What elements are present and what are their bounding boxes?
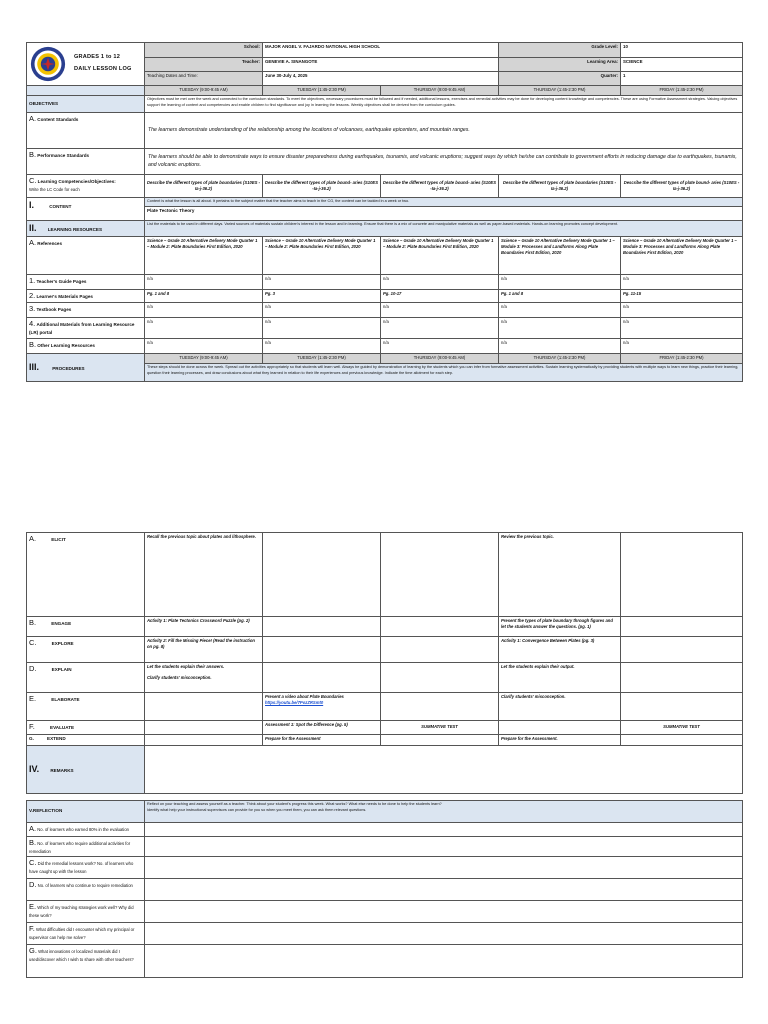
resource-row-text: Additional Materials from Learning Resource (LR) portal: [29, 322, 135, 336]
video-link[interactable]: https://youtu.be/7PozZRSmt0: [265, 700, 324, 706]
reflection-item-label: [27, 856, 145, 878]
step-cell: SUMMATIVE TEST: [381, 721, 499, 735]
step-label: EXPLORE: [51, 641, 74, 646]
school-label: School:: [145, 43, 263, 58]
reflection-item-text: Did the remedial lessons work? No. of learners who have caught up with the lesson: [29, 860, 134, 874]
step-cell: Recall the previous topic about plates and lithosphere.: [145, 533, 263, 617]
resource-cell: n/a: [263, 339, 381, 354]
resource-cell: Pg. 3: [263, 289, 381, 303]
reflection-answer: [145, 856, 743, 878]
step-label: EXPLAIN: [51, 667, 72, 672]
day-header: TUESDAY (1:45-2:30 PM): [263, 86, 381, 96]
reflection-note: [145, 801, 743, 823]
section-roman: IV.: [29, 763, 40, 774]
reference-cell: Science – Grade 10 Alternative Delivery Mode Quarter 1 – Module 2: Plate Boundaries First Edition, 2020: [263, 236, 381, 274]
reflection-item-label: [27, 878, 145, 900]
competency-cell: Describe the different types of plate bound- aries (S10ES -Ia-j-36.2): [263, 175, 381, 198]
section-letter: A.: [29, 534, 37, 543]
teacher-label: Teacher:: [145, 58, 263, 72]
reflection-item-label: [27, 900, 145, 922]
section-letter: E.: [29, 901, 37, 911]
step-label: ELICIT: [51, 537, 66, 542]
resources-label-cell: [27, 220, 145, 236]
competency-cell: Describe the different types of plate boundaries (S10ES -Ia-j-36.2): [499, 175, 621, 198]
reflection-item-label: [27, 922, 145, 944]
step-label-cell: [27, 721, 145, 735]
procedure-steps-table: [26, 532, 743, 794]
step-label-cell: [27, 734, 145, 745]
step-label: ENGAGE: [51, 621, 72, 626]
remarks-value: [145, 745, 743, 793]
step-cell: Clarify students' misconception.: [499, 693, 621, 721]
competency-cell: Describe the different types of plate bound- aries (S10ES -Ia-j-36.2): [381, 175, 499, 198]
step-cell: [263, 637, 381, 663]
step-cell: [621, 533, 743, 617]
step-cell: [621, 734, 743, 745]
step-cell: [381, 617, 499, 637]
step-cell-line: Present a video about Plate Boundaries: [265, 694, 344, 699]
resource-row-text: Teacher's Guide Pages: [36, 278, 87, 284]
resource-cell: n/a: [263, 274, 381, 289]
procedures-label-cell: [27, 354, 145, 382]
resource-cell: Pg. 1 and 8: [499, 289, 621, 303]
content-note: Content is what the lesson is all about. It pertains to the subject matter that the teacher aims to teach in the CG, the content can be tackled in a week or two.: [145, 198, 743, 207]
day-header: THURSDAY (9:00-9:45 AM): [381, 86, 499, 96]
section-letter: 3.: [29, 304, 36, 314]
step-cell: [145, 721, 263, 735]
resource-row-label: [27, 339, 145, 354]
remarks-label: REMARKS: [50, 767, 74, 773]
section-letter: E.: [29, 694, 37, 703]
references-label: References: [37, 240, 63, 246]
content-label-cell: [27, 198, 145, 221]
remarks-label-cell: [27, 745, 145, 793]
resource-cell: n/a: [499, 339, 621, 354]
reflection-answer: [145, 836, 743, 856]
step-cell: [621, 637, 743, 663]
section-letter: 2.: [29, 290, 36, 300]
day-header: FRIDAY (1:45-2:30 PM): [621, 354, 743, 364]
step-cell: Prepare for the Assessment: [263, 734, 381, 745]
resource-row-label: [27, 303, 145, 318]
section-roman: I.: [29, 200, 35, 211]
step-cell: [381, 693, 499, 721]
step-label-cell: [27, 617, 145, 637]
reflection-answer: [145, 900, 743, 922]
teaching-dates-label: Teaching Dates and Time:: [145, 72, 263, 86]
reference-cell: Science – Grade 10 Alternative Delivery Mode Quarter 1 – Module 3: Processes and Landforms Along Plate Boundaries First Edition, 2020: [499, 236, 621, 274]
day-header: THURSDAY (9:00-9:45 AM): [381, 354, 499, 364]
step-cell: Activity 1: Plate Tectonics Crossword Puzzle (pg. 2): [145, 617, 263, 637]
objectives-note: Objectives must be met over the week and connected to the curriculum standards. To meet the objectives, necessary procedures must be followed and if needed, additional lessons, exercises and remedial activities may be done for developing content knowledge and competencies. These are using Formative Assessment strategies. Valuing objectives support the learning of content and competencies and enable children to find significance and joy in learning the lessons. Weekly objectives shall be derived from the curriculum guides.: [145, 96, 743, 113]
section-letter: B.: [29, 340, 37, 350]
reflection-item-text: Which of my teaching strategies work well? Why did these work?: [29, 904, 134, 918]
grade-level-value: 10: [621, 43, 743, 58]
section-letter: C.: [29, 857, 37, 867]
content-label: CONTENT: [49, 204, 72, 210]
step-cell: [263, 663, 381, 693]
performance-standards-label: Performance Standards: [37, 153, 90, 158]
step-cell: [263, 617, 381, 637]
objectives-label: OBJECTIVES: [27, 96, 145, 113]
references-label-cell: [27, 236, 145, 274]
resource-cell: n/a: [381, 303, 499, 318]
grade-level-label: Grade Level:: [499, 43, 621, 58]
school-value: MAJOR ANGEL V. FAJARDO NATIONAL HIGH SCHOOL: [263, 43, 499, 58]
performance-standards-text: The learners should be able to demonstrate ways to ensure disaster preparedness during earthquakes, tsunamis, and volcanic eruptions; suggest ways by which he/she can contribute to government efforts in reducing damage due to earthquakes, tsunamis, and volcanic eruptions.: [145, 149, 743, 175]
resource-cell: n/a: [145, 339, 263, 354]
step-cell: [381, 734, 499, 745]
competency-cell: Describe the different types of plate bound- aries (S10ES -Ia-j-36.2): [621, 175, 743, 198]
section-letter: A.: [29, 824, 37, 833]
step-cell: [499, 721, 621, 735]
step-cell: [621, 663, 743, 693]
section-letter: G.: [29, 945, 37, 955]
reflection-answer: [145, 878, 743, 900]
section-roman: III.: [29, 361, 40, 372]
day-header: TUESDAY (9:00-9:45 AM): [145, 86, 263, 96]
reflection-table: [26, 800, 743, 978]
step-cell: [145, 693, 263, 721]
resource-cell: n/a: [145, 318, 263, 339]
resource-cell: n/a: [381, 339, 499, 354]
reflection-answer: [145, 922, 743, 944]
section-roman: V.: [29, 808, 33, 814]
step-cell: Prepare for the Assessment.: [499, 734, 621, 745]
step-cell: [381, 663, 499, 693]
resource-cell: n/a: [381, 274, 499, 289]
resource-cell: n/a: [499, 303, 621, 318]
step-label: EVALUATE: [50, 725, 75, 730]
section-letter: C.: [29, 638, 37, 647]
competencies-label: Learning Competencies/Objectives:: [37, 179, 116, 185]
resource-row-text: Learner's Materials Pages: [36, 293, 93, 299]
day-header: THURSDAY (1:45-2:30 PM): [499, 86, 621, 96]
deped-seal-icon: [30, 46, 66, 82]
resource-cell: Pg. 11-15: [621, 289, 743, 303]
blank-day-corner: [27, 86, 145, 96]
reflection-item-text: No. of learners who earned 80% in the evaluation: [37, 827, 129, 832]
reflection-answer: [145, 944, 743, 977]
day-header: TUESDAY (1:45-2:30 PM): [263, 354, 381, 364]
resource-cell: n/a: [145, 303, 263, 318]
step-label-cell: [27, 637, 145, 663]
step-cell: [145, 663, 263, 693]
competency-cell: Describe the different types of plate boundaries (S10ES -Ia-j-36.2): [145, 175, 263, 198]
section-roman: II.: [29, 222, 37, 233]
resource-cell: n/a: [263, 303, 381, 318]
step-cell: Activity 1: Convergence Between Plates (pg. 3): [499, 637, 621, 663]
section-letter: D.: [29, 879, 37, 889]
step-label: ELABORATE: [51, 697, 80, 702]
reference-cell: Science – Grade 10 Alternative Delivery Mode Quarter 1 – Module 3: Processes and Landforms Along Plate Boundaries First Edition, 2020: [621, 236, 743, 274]
step-cell: [263, 533, 381, 617]
learning-area-value: SCIENCE: [621, 58, 743, 72]
lesson-log-top-table: [26, 42, 743, 382]
step-cell: Review the previous topic.: [499, 533, 621, 617]
step-cell: [145, 734, 263, 745]
reflection-item-label: [27, 944, 145, 977]
section-letter: B.: [29, 837, 37, 847]
reference-cell: Science – Grade 10 Alternative Delivery Mode Quarter 1 – Module 2: Plate Boundaries First Edition, 2020: [381, 236, 499, 274]
step-label-cell: [27, 533, 145, 617]
reflection-item-label: [27, 823, 145, 837]
resources-label: LEARNING RESOURCES: [47, 226, 103, 232]
performance-standards-label-cell: [27, 149, 145, 175]
reflection-label: REFLECTION: [32, 808, 63, 814]
procedures-note: These steps should be done across the week. Spread out the activities appropriately so that students will learn well. Always be guided by demonstration of learning by the students which you can infer from formative assessment activities. Sustain learning systematically by providing students with multiple ways to learn new things, practice their learning, question their learning processes, and draw conclusions about what they learned in relation to their life experiences and previous knowledge. Indicate the time allotment for each step.: [145, 364, 743, 382]
teacher-value: GENEVIE A. SINANGOTE: [263, 58, 499, 72]
section-letter: A.: [29, 237, 37, 247]
reflection-item-text: No. of learners who continue to require remediation: [37, 882, 133, 888]
resource-cell: n/a: [621, 274, 743, 289]
section-letter: F.: [29, 722, 35, 731]
step-cell: Assessment 1: Spot the Difference (pg. 5): [263, 721, 381, 735]
content-value: Plate Tectonic Theory: [145, 206, 743, 220]
step-label: EXTEND: [47, 735, 66, 741]
step-cell: Activity 2: Fill the Missing Piece! (Read the instruction on pg. 8): [145, 637, 263, 663]
day-header: FRIDAY (1:45-2:30 PM): [621, 86, 743, 96]
step-cell: [381, 637, 499, 663]
day-header: THURSDAY (1:45-2:30 PM): [499, 354, 621, 364]
reflection-item-text: What innovations or localized materials did I used/discover which I wish to share with other teachers?: [29, 948, 134, 962]
step-cell: SUMMATIVE TEST: [621, 721, 743, 735]
section-letter: F.: [29, 923, 35, 933]
reflection-item-text: No. of learners who require additional activities for remediation: [29, 840, 131, 854]
day-header: TUESDAY (9:00-9:45 AM): [145, 354, 263, 364]
section-letter: D.: [29, 664, 37, 673]
reflection-item-text: What difficulties did I encounter which my principal or supervisor can help me solve?: [29, 926, 135, 940]
step-cell: [381, 533, 499, 617]
resource-row-text: Other Learning Resources: [37, 343, 95, 349]
competencies-label-cell: [27, 175, 145, 198]
content-standards-label-cell: [27, 113, 145, 149]
learning-area-label: Learning Area:: [499, 58, 621, 72]
section-letter: 1.: [29, 275, 36, 285]
step-cell: [621, 693, 743, 721]
step-cell-line: Let the students explain their answers.: [147, 664, 225, 669]
quarter-value: 1: [621, 72, 743, 86]
section-letter: B.: [29, 150, 37, 159]
resource-cell: n/a: [381, 318, 499, 339]
resource-cell: Pg. 1 and 8: [145, 289, 263, 303]
section-letter: G.: [29, 735, 34, 741]
resource-row-label: [27, 289, 145, 303]
resource-cell: Pg. 10-17: [381, 289, 499, 303]
resources-note: List the materials to be used in different days. Varied sources of materials sustain children's interest in the lesson and in learning. Ensure that there is a mix of concrete and manipulative materials as well as paper-based materials. Hands-on learning promotes concept development.: [145, 220, 743, 236]
reflection-answer: [145, 823, 743, 837]
section-letter: B.: [29, 618, 37, 627]
reflection-item-label: [27, 836, 145, 856]
teaching-dates-value: June 30-July 4, 2025: [263, 72, 499, 86]
form-title-line2: DAILY LESSON LOG: [74, 66, 132, 72]
resource-cell: n/a: [499, 318, 621, 339]
content-standards-text: The learners demonstrate understanding of the relationship among the locations of volcanoes, earthquake epicenters, and mountain ranges.: [145, 113, 743, 149]
resource-cell: n/a: [621, 339, 743, 354]
resource-cell: n/a: [621, 318, 743, 339]
section-letter: C.: [29, 176, 37, 186]
step-cell: [263, 693, 381, 721]
section-letter: 4.: [29, 319, 36, 329]
reflection-note-line: Reflect on your teaching and assess yourself as a teacher. Think about your student's progress this week. What works? What else needs to be done to help the students learn?: [147, 802, 442, 806]
reflection-note-line: Identify what help your instructional supervisors can provide for you so when you meet them, you can ask them relevant questions.: [147, 807, 367, 812]
header-title-cell: [27, 43, 145, 86]
resource-row-text: Textbook Pages: [36, 307, 72, 313]
section-letter: A.: [29, 114, 37, 123]
resource-row-label: [27, 274, 145, 289]
step-cell: [621, 617, 743, 637]
resource-cell: n/a: [499, 274, 621, 289]
resource-cell: n/a: [621, 303, 743, 318]
procedures-label: PROCEDURES: [52, 365, 85, 371]
resource-cell: n/a: [263, 318, 381, 339]
resource-cell: n/a: [145, 274, 263, 289]
content-standards-label: Content Standards: [37, 117, 79, 122]
step-cell: Let the students explain their output.: [499, 663, 621, 693]
quarter-label: Quarter:: [499, 72, 621, 86]
step-label-cell: [27, 693, 145, 721]
form-title-line1: GRADES 1 to 12: [74, 54, 121, 61]
reference-cell: Science – Grade 10 Alternative Delivery Mode Quarter 1 – Module 2: Plate Boundaries First Edition, 2020: [145, 236, 263, 274]
resource-row-label: [27, 318, 145, 339]
competencies-sublabel: Write the LC Code for each: [29, 186, 80, 192]
step-cell: Present the types of plate boundary through figures and let the students answer the questions. (pg. 1): [499, 617, 621, 637]
reflection-label-cell: [27, 801, 145, 823]
step-label-cell: [27, 663, 145, 693]
step-cell-line: Clarify students' misconception.: [147, 675, 212, 681]
